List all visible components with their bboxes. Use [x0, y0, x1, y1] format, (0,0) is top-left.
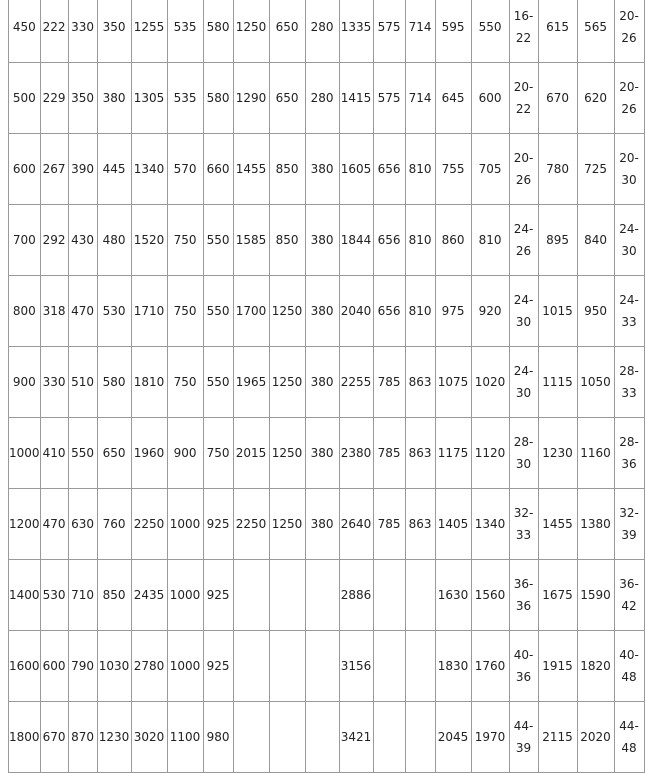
- table-cell: 1560: [471, 560, 509, 631]
- table-cell: 1710: [131, 276, 167, 347]
- table-cell: [405, 702, 435, 773]
- table-cell: 1820: [577, 631, 614, 702]
- table-row: [9, 276, 645, 347]
- table-cell: 810: [405, 205, 435, 276]
- table-cell: 580: [203, 0, 233, 63]
- table-cell: 430: [68, 205, 97, 276]
- table-cell: [373, 631, 405, 702]
- table-cell: 470: [68, 276, 97, 347]
- table-cell: [233, 702, 269, 773]
- table-cell: 1600: [9, 631, 41, 702]
- table-cell: 580: [203, 63, 233, 134]
- table-cell: 350: [68, 63, 97, 134]
- table-row: [9, 134, 645, 205]
- table-cell: 2435: [131, 560, 167, 631]
- table-cell: [269, 631, 305, 702]
- table-cell: 1050: [577, 347, 614, 418]
- table-cell: 1115: [538, 347, 577, 418]
- table-cell: 535: [167, 0, 203, 63]
- table-cell: 222: [40, 0, 68, 63]
- table-cell: 850: [269, 134, 305, 205]
- table-cell: 28-30: [509, 418, 538, 489]
- table-cell: 630: [68, 489, 97, 560]
- table-cell: 575: [373, 0, 405, 63]
- table-cell: 1000: [9, 418, 41, 489]
- table-cell: 600: [9, 134, 41, 205]
- table-cell: 900: [167, 418, 203, 489]
- table-cell: 810: [471, 205, 509, 276]
- table-cell: 785: [373, 418, 405, 489]
- table-cell: 1760: [471, 631, 509, 702]
- table-cell: 1455: [538, 489, 577, 560]
- table-cell: [305, 560, 339, 631]
- table-cell: 40-48: [614, 631, 644, 702]
- table-cell: 36-36: [509, 560, 538, 631]
- table-cell: 755: [435, 134, 471, 205]
- table-cell: 530: [40, 560, 68, 631]
- table-cell: 714: [405, 63, 435, 134]
- table-cell: 28-33: [614, 347, 644, 418]
- table-body: [9, 0, 645, 773]
- table-cell: 1000: [167, 560, 203, 631]
- table-cell: 670: [538, 63, 577, 134]
- table-cell: 380: [305, 134, 339, 205]
- table-cell: 1160: [577, 418, 614, 489]
- table-cell: 850: [269, 205, 305, 276]
- table-cell: 330: [68, 0, 97, 63]
- table-cell: 480: [97, 205, 131, 276]
- table-cell: [233, 560, 269, 631]
- table-cell: 2015: [233, 418, 269, 489]
- table-cell: 32-33: [509, 489, 538, 560]
- table-cell: 535: [167, 63, 203, 134]
- table-cell: 1175: [435, 418, 471, 489]
- table-cell: 1520: [131, 205, 167, 276]
- table-cell: 810: [405, 134, 435, 205]
- table-cell: 570: [167, 134, 203, 205]
- table-cell: [405, 560, 435, 631]
- table-cell: 980: [203, 702, 233, 773]
- table-cell: 750: [167, 205, 203, 276]
- table-cell: 895: [538, 205, 577, 276]
- table-row: [9, 63, 645, 134]
- table-cell: 863: [405, 418, 435, 489]
- table-cell: 1230: [538, 418, 577, 489]
- table-cell: 645: [435, 63, 471, 134]
- table-cell: 670: [40, 702, 68, 773]
- table-cell: 600: [471, 63, 509, 134]
- table-cell: 656: [373, 205, 405, 276]
- table-cell: 550: [68, 418, 97, 489]
- table-cell: 20-26: [509, 134, 538, 205]
- table-cell: 450: [9, 0, 41, 63]
- table-cell: 780: [538, 134, 577, 205]
- table-cell: 280: [305, 0, 339, 63]
- table-cell: 1590: [577, 560, 614, 631]
- table-cell: 785: [373, 489, 405, 560]
- table-row: [9, 489, 645, 560]
- table-row: [9, 631, 645, 702]
- table-cell: 1075: [435, 347, 471, 418]
- table-cell: 44-48: [614, 702, 644, 773]
- table-cell: 380: [97, 63, 131, 134]
- table-cell: 3156: [339, 631, 373, 702]
- table-cell: 863: [405, 347, 435, 418]
- table-cell: 1844: [339, 205, 373, 276]
- table-cell: 1405: [435, 489, 471, 560]
- table-cell: 32-39: [614, 489, 644, 560]
- table-cell: 1965: [233, 347, 269, 418]
- table-cell: 20-26: [614, 63, 644, 134]
- table-cell: 530: [97, 276, 131, 347]
- table-cell: 850: [97, 560, 131, 631]
- table-cell: 750: [203, 418, 233, 489]
- table-cell: 840: [577, 205, 614, 276]
- table-cell: 24-30: [509, 276, 538, 347]
- table-cell: 20-26: [614, 0, 644, 63]
- table-cell: 656: [373, 134, 405, 205]
- table-cell: 565: [577, 0, 614, 63]
- table-cell: 1675: [538, 560, 577, 631]
- table-cell: 2640: [339, 489, 373, 560]
- table-cell: [373, 702, 405, 773]
- table-cell: 800: [9, 276, 41, 347]
- table-cell: 975: [435, 276, 471, 347]
- table-cell: 810: [405, 276, 435, 347]
- table-cell: 2380: [339, 418, 373, 489]
- table-cell: 1000: [167, 489, 203, 560]
- table-cell: 1290: [233, 63, 269, 134]
- table-cell: 1415: [339, 63, 373, 134]
- table-cell: 20-30: [614, 134, 644, 205]
- table-cell: 2020: [577, 702, 614, 773]
- table-cell: [305, 631, 339, 702]
- table-row: [9, 205, 645, 276]
- table-cell: 410: [40, 418, 68, 489]
- table-cell: 24-26: [509, 205, 538, 276]
- table-cell: 1455: [233, 134, 269, 205]
- table-cell: 470: [40, 489, 68, 560]
- table-cell: 28-36: [614, 418, 644, 489]
- table-cell: 3020: [131, 702, 167, 773]
- table-cell: 2255: [339, 347, 373, 418]
- table-cell: 1200: [9, 489, 41, 560]
- table-cell: 1335: [339, 0, 373, 63]
- table-cell: 900: [9, 347, 41, 418]
- table-cell: 1630: [435, 560, 471, 631]
- table-cell: 390: [68, 134, 97, 205]
- table-cell: 1585: [233, 205, 269, 276]
- table-cell: 380: [305, 276, 339, 347]
- table-cell: 1830: [435, 631, 471, 702]
- table-cell: [269, 560, 305, 631]
- table-row: [9, 702, 645, 773]
- table-cell: 700: [9, 205, 41, 276]
- table-cell: 1250: [233, 0, 269, 63]
- table-cell: 2250: [131, 489, 167, 560]
- table-cell: 920: [471, 276, 509, 347]
- table-container: [8, 0, 645, 773]
- table-cell: 1340: [131, 134, 167, 205]
- table-cell: 2780: [131, 631, 167, 702]
- table-cell: 550: [203, 205, 233, 276]
- table-cell: 292: [40, 205, 68, 276]
- table-cell: 24-30: [509, 347, 538, 418]
- table-cell: 318: [40, 276, 68, 347]
- table-cell: 656: [373, 276, 405, 347]
- table-cell: 860: [435, 205, 471, 276]
- table-cell: 1305: [131, 63, 167, 134]
- table-cell: 550: [203, 276, 233, 347]
- table-cell: 863: [405, 489, 435, 560]
- table-cell: 229: [40, 63, 68, 134]
- table-cell: 620: [577, 63, 614, 134]
- table-cell: 2886: [339, 560, 373, 631]
- table-cell: 705: [471, 134, 509, 205]
- table-cell: 40-36: [509, 631, 538, 702]
- table-cell: 1015: [538, 276, 577, 347]
- table-cell: 600: [40, 631, 68, 702]
- table-cell: 44-39: [509, 702, 538, 773]
- table-cell: 650: [97, 418, 131, 489]
- table-cell: 500: [9, 63, 41, 134]
- table-row: [9, 347, 645, 418]
- table-cell: 660: [203, 134, 233, 205]
- table-cell: 714: [405, 0, 435, 63]
- table-row: [9, 0, 645, 63]
- table-cell: 2115: [538, 702, 577, 773]
- table-cell: 750: [167, 276, 203, 347]
- table-cell: 24-33: [614, 276, 644, 347]
- table-cell: 24-30: [614, 205, 644, 276]
- table-cell: 380: [305, 205, 339, 276]
- table-cell: 1250: [269, 276, 305, 347]
- table-cell: 1340: [471, 489, 509, 560]
- table-cell: 785: [373, 347, 405, 418]
- table-cell: 20-22: [509, 63, 538, 134]
- table-cell: 16-22: [509, 0, 538, 63]
- table-cell: 2250: [233, 489, 269, 560]
- table-cell: 510: [68, 347, 97, 418]
- table-cell: 1255: [131, 0, 167, 63]
- table-cell: 615: [538, 0, 577, 63]
- table-cell: 1400: [9, 560, 41, 631]
- table-cell: 3421: [339, 702, 373, 773]
- table-cell: 1250: [269, 418, 305, 489]
- table-cell: 1605: [339, 134, 373, 205]
- table-cell: 760: [97, 489, 131, 560]
- table-cell: 280: [305, 63, 339, 134]
- table-cell: 595: [435, 0, 471, 63]
- table-cell: 580: [97, 347, 131, 418]
- table-cell: 1250: [269, 347, 305, 418]
- table-cell: [269, 702, 305, 773]
- table-cell: 1250: [269, 489, 305, 560]
- table-cell: 267: [40, 134, 68, 205]
- data-table: [8, 0, 645, 773]
- table-cell: 380: [305, 418, 339, 489]
- table-cell: 1020: [471, 347, 509, 418]
- table-cell: 550: [203, 347, 233, 418]
- table-cell: 725: [577, 134, 614, 205]
- table-cell: 350: [97, 0, 131, 63]
- table-cell: 925: [203, 631, 233, 702]
- table-cell: 1120: [471, 418, 509, 489]
- table-cell: 36-42: [614, 560, 644, 631]
- table-cell: 1800: [9, 702, 41, 773]
- table-cell: 1030: [97, 631, 131, 702]
- table-cell: 380: [305, 347, 339, 418]
- table-cell: 1810: [131, 347, 167, 418]
- table-row: [9, 560, 645, 631]
- table-cell: 650: [269, 63, 305, 134]
- table-cell: 750: [167, 347, 203, 418]
- table-cell: 650: [269, 0, 305, 63]
- table-cell: [233, 631, 269, 702]
- table-row: [9, 418, 645, 489]
- table-cell: 330: [40, 347, 68, 418]
- table-cell: 1915: [538, 631, 577, 702]
- table-cell: 1000: [167, 631, 203, 702]
- table-cell: 925: [203, 489, 233, 560]
- table-cell: 925: [203, 560, 233, 631]
- table-cell: 1960: [131, 418, 167, 489]
- table-cell: [305, 702, 339, 773]
- table-cell: 870: [68, 702, 97, 773]
- table-cell: 1230: [97, 702, 131, 773]
- table-cell: 790: [68, 631, 97, 702]
- table-cell: 710: [68, 560, 97, 631]
- table-cell: 1970: [471, 702, 509, 773]
- table-cell: [373, 560, 405, 631]
- table-cell: 1380: [577, 489, 614, 560]
- table-cell: 950: [577, 276, 614, 347]
- table-cell: 2040: [339, 276, 373, 347]
- table-cell: 2045: [435, 702, 471, 773]
- table-cell: 575: [373, 63, 405, 134]
- table-cell: 445: [97, 134, 131, 205]
- table-cell: 380: [305, 489, 339, 560]
- table-cell: [405, 631, 435, 702]
- table-cell: 1100: [167, 702, 203, 773]
- table-cell: 550: [471, 0, 509, 63]
- table-cell: 1700: [233, 276, 269, 347]
